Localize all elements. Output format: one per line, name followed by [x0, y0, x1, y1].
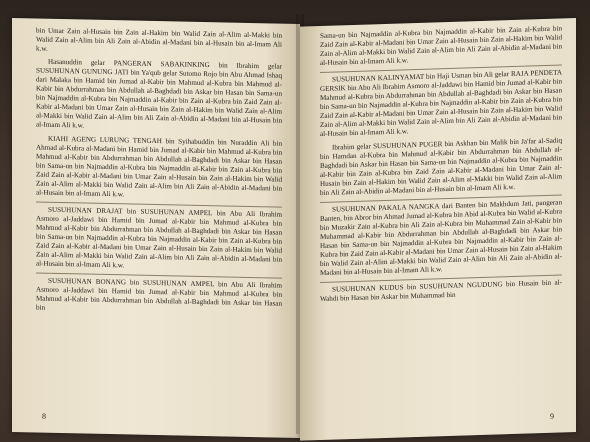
paragraph: SUSUHUNAN DRAJAT bin SUSUHUNAN AMPEL bin Abu Ali Ibrahim Asmoro al-Jaddawi bin Hamid bin Jumad al-Kabir bin Mahmud al-Kubra bin Mahmud al-Kabir bin Abdurrahman bin Abdullah al-Baghdadi bin Askar bin Hasan bin Sama-un bin Najmaddin al-Kubra bin Najmaddin al-Kabir bin Zain al-Kubra bin Zaid Zain al-Kabir al-Madani bin Umar Zain al-Husain bin Zain al-Hakim bin Walid Zain al-Alim al-Makki bin Walid Zain al-Alim bin Ali Zain al-Abidin al-Madani bin al-Husain bin al-Imam Ali k.w. — [36, 205, 282, 270]
paragraph: bin Umar Zain al-Husain bin Zain al-Hakim bin Walid Zain al-Alim al-Makki bin Walid Zain al-Alim bin Ali Zain al-Abidin al-Madani bin al-Husain bin al-Imam Ali k.w. — [36, 26, 282, 53]
paragraph: Sama-un bin Najmaddin al-Kubra bin Najmaddin al-Kabir bin Zain al-Kubra bin Zaid Zain al-Kabir al-Madani bin Umar Zain al-Husain bin Zain al-Hakim bin Walid Zain al-Alim al-Makki bin Walid Zain al-Alim bin Ali Zain al-Abidin al-Madani bin al-Husain bin al-Imam Ali k.w. — [320, 24, 562, 68]
paragraph: SUSUHUNAN KUDUS bin SUSUHUNAN NGUDUNG bin Husain bin al-Wahdi bin Hasan bin Askar bin Muhammad bin — [320, 278, 562, 304]
paragraph: SUSUHUNAN PAKALA NANGKA dari Banten bin Makhdum Jati, pangeran Banten, bin Abror bin Ahmad Jumad al-Kubra bin Abid al-Kubra bin Walid al-Kubra bin Muzakir Zain al-Kubra bin Ali Zain al-Kubra bin Muhammad Zain al-Kabir bin Muhammad al-Kabir bin Abdurrahman bin Abdullah al-Baghdadi bin Askar bin Hasan bin Sama-un bin Najmaddin al-Kubra bin Najmaddin al-Kabir bin Zain al-Kubra bin Zaid Zain al-Kabir al-Madani bin Umar Zain al-Husain bin Zain al-Hakim bin Walid Zain al-Alim al-Makki bin Walid Zain al-Alim bin Ali Zain al-Abidin al-Madani bin al-Husain bin al-Imam Ali k.w. — [320, 198, 562, 278]
paragraph: KIAHI AGENG LURUNG TENGAH bin Syihabuddin bin Nuraddin Ali bin Ahmad al-Kubra al-Madani bin Hamid bin Jumad al-Kabir bin Mahmud al-Kubra bin Mahmud al-Kabir bin Abdurrahman bin Abdullah al-Baghdadi bin Askar bin Hasan bin Sama-un bin Najmaddin al-Kubra bin Najmaddin al-Kabir bin Zain al-Kubra bin Zaid Zain al-Kabir al-Madani bin Umar Zain al-Husain bin Zain al-Hakim bin Walid Zain al-Alim al-Makki bin Walid Zain al-Alim bin Ali Zain al-Abidin al-Madani bin al-Husain bin al-Imam Ali k.w. — [36, 134, 282, 199]
paragraph: Hasanuddin gelar PANGERAN SABAKINKING bin Ibrahim gelar SUSUHUNAN GUNUNG JATI bin Ya'qub gelar Sutomo Rojo bin Abu Ahmad Ishaq dari Malaka bin Hamid bin Jumad al-Kabir bin Mahmud al-Kubra bin Mahmud al-Kabir bin Abdurrahman bin Abdullah al-Baghdadi bin Askar bin Hasan bin Sama-un bin Najmaddin al-Kubra bin Najmaddin al-Kabir bin Zain al-Kubra bin Zaid Zain al-Kabir al-Madani bin Umar Zain al-Husain bin Zain al-Hakim bin Walid Zain al-Alim al-Makki bin Walid Zain al-Alim bin Ali Zain al-Abidin al-Madani bin al-Husain bin al-Imam Ali k.w. — [36, 57, 282, 130]
paragraph: Ibrahim gelar SUSUHUNAN PUGER bin Askhan bin Malik bin Ja'far al-Sadiq bin Hamdan al-Kubra bin Mahmud al-Kabir bin Abdurrahman bin Abdullah al-Baghdadi bin Askar bin Hasan bin Sama-un bin Najmaddin al-Kubra bin Najmaddin al-Kabir bin Zain al-Kubra bin Zaid Zain al-Kabir al-Madani bin Umar Zain al-Husain bin Zain al-Hakim bin Walid Zain al-Alim al-Makki bin Walid Zain al-Alim bin Ali Zain al-Abidin al-Madani bin al-Husain bin al-Imam Ali k.w. — [320, 135, 562, 197]
page-number: 9 — [550, 411, 554, 421]
page-number: 8 — [42, 411, 46, 421]
right-page-text-column — [320, 24, 562, 308]
right-page — [300, 18, 576, 441]
paragraph: SUSUHUNAN BONANG bin SUSUHUNAN AMPEL bin Abu Ali Ibrahim Asmoro al-Jaddawi bin Hamid bin Jumad al-Kabir bin Mahmud al-Kubra bin Mahmud al-Kabir bin Abdurrahman bin Abdullah al-Baghdadi bin Askar bin Hasan bin — [36, 276, 282, 313]
paragraph: SUSUHUNAN KALINYAMAT bin Haji Usman bin Ali gelar RAJA PENDETA GERSIK bin Abu Ali Ibrahim Asmoro al-Jaddawi bin Hamid bin Jumad al-Kabir bin Mahmud al-Kubra bin Abdurrahman bin Abdullah al-Baghdadi bin Askar bin Hasan bin Sama-un bin Najmaddin al-Kubra bin Najmaddin al-Kabir bin Zain al-Kubra bin Zaid Zain al-Kabir al-Madani bin Umar Zain al-Husain bin Zain al-Hakim bin Walid Zain al-Alim al-Makki bin Walid Zain al-Alim bin Ali Zain al-Abidin al-Madani bin al-Husain bin al-Imam Ali k.w. — [320, 68, 562, 139]
left-page — [12, 18, 300, 438]
left-page-text-column — [36, 27, 282, 323]
